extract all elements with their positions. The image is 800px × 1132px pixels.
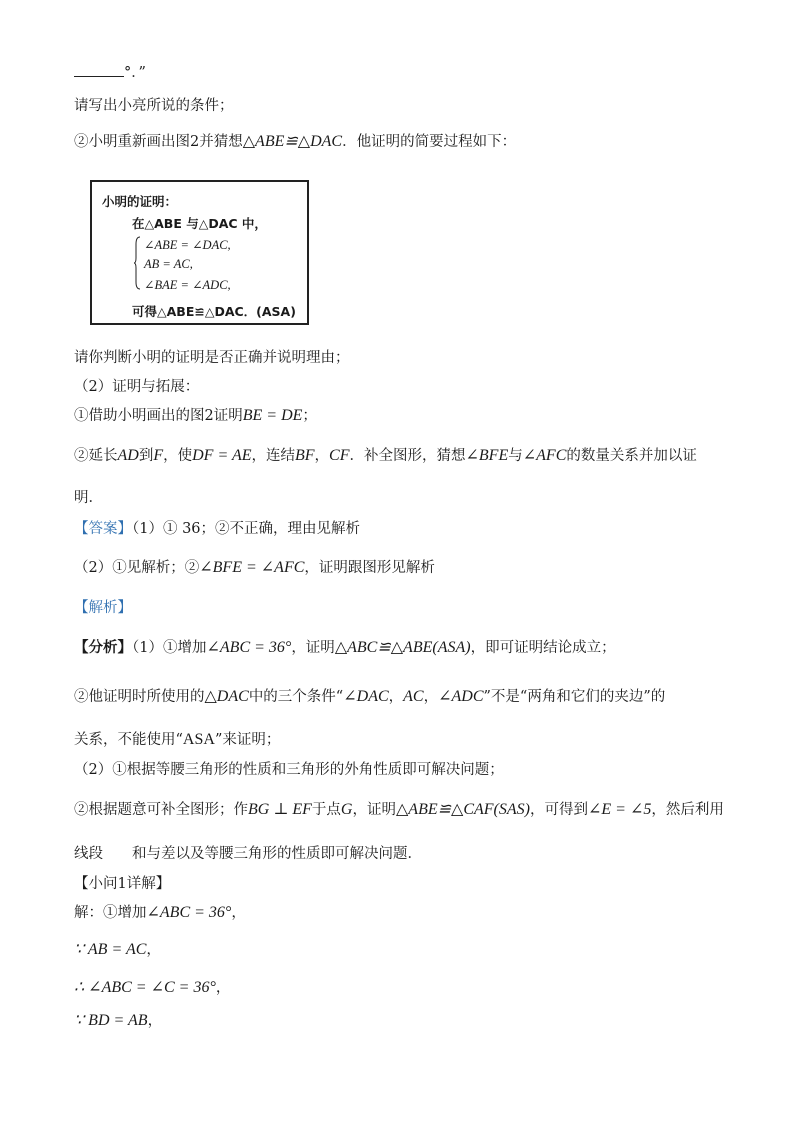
analysis-line [74,638,616,658]
question-line [74,377,199,397]
solution-line [74,940,161,960]
math-expr: AD [117,447,139,464]
math-expr: ∵ BD = AB [74,1012,148,1029]
blank-line [74,62,146,83]
text: ．他证明的简要过程如下： [342,134,517,150]
text: ，证明跟图形见解析 [304,560,435,576]
math-expr: △DAC [204,688,249,705]
text: 关系，不能使用“ [74,732,183,748]
math-expr: BE = DE [242,407,303,424]
math-expr: ∠AFC [522,447,567,464]
solution-line [74,978,230,998]
text: 中的三个条件“ [248,689,344,705]
math-expr: △ABE≌△DAC [242,133,343,150]
math-expr: BF [295,447,315,464]
text: 解：①增加 [74,905,147,921]
proof-title: 小明的证明： [102,194,178,209]
solution-line [74,1011,162,1031]
text: ， [215,980,231,996]
text: ，可得到 [529,802,588,818]
proof-condition-1: ∠ABE = ∠DAC, [144,238,231,252]
solution-line [74,903,246,923]
analysis-line [74,844,422,864]
text: 于点 [311,802,341,818]
math-expr: ∠DAC [343,688,389,705]
text: ， [314,448,330,464]
text: 请写出小亮所说的条件； [74,98,234,114]
text: ， [423,689,439,705]
text: 的数量关系并加以证 [566,448,697,464]
analysis-line [74,760,504,780]
text: （1）① 36；②不正确，理由见解析 [132,521,361,537]
math-expr: F [153,447,164,464]
question-line [74,446,697,466]
math-expr: ∴ ∠ABC = ∠C = 36° [74,979,216,996]
brace-icon [134,236,140,290]
math-expr: ASA [182,731,215,748]
math-expr: ∵ AB = AC [74,941,147,958]
math-expr: ∠E = ∠5 [587,801,652,818]
text: ，使 [163,448,193,464]
text: 到 [138,448,154,464]
text: 明． [74,490,103,506]
subquestion-heading [74,874,170,894]
proof-box [90,180,309,325]
question-line [74,96,234,116]
text: 线段 和与差以及等腰三角形的性质即可解决问题． [74,846,422,862]
text: 与 [508,448,523,464]
text: ①借助小明画出的图2证明 [74,408,243,424]
answer-line [74,519,360,539]
math-expr: ∠ADC [438,688,484,705]
analysis-sub-tag: 【分析】 [74,639,132,656]
analysis-tag: 【解析】 [74,600,132,616]
proof-condition-2: AB = AC, [144,257,193,271]
analysis-line [74,730,280,750]
text: ②根据题意可补全图形；作 [74,802,248,818]
text: ②小明重新画出图2并猜想 [74,134,243,150]
math-expr: BG ⊥ EF [248,801,312,818]
text: ， [231,905,246,921]
math-expr: ∠ABC = 36° [206,639,292,656]
text: （1）①增加 [132,640,207,656]
proof-conclusion: 可得△ABE≌△DAC．(ASA) [132,304,296,319]
math-expr: ∠BFE [465,447,509,464]
analysis-line [74,800,724,820]
question-line [74,406,317,426]
question-line [74,488,103,508]
question-line [74,348,350,368]
answer-tag: 【答案】 [74,521,132,537]
math-expr: AC [403,688,424,705]
text: ．补全图形，猜想 [349,448,466,464]
text: ； [302,408,317,424]
math-expr: CF [329,447,350,464]
math-expr: △ABC≌△ABE(ASA) [334,639,471,656]
question-line [74,132,516,152]
analysis-heading [74,598,132,618]
text: ”来证明； [214,732,281,748]
text: 请你判断小明的证明是否正确并说明理由； [74,350,350,366]
text: ， [147,1013,163,1029]
text: （2）证明与拓展： [74,379,200,395]
text: （2）①见解析；② [74,560,200,576]
proof-condition-3: ∠BAE = ∠ADC, [144,278,231,292]
text: （2）①根据等腰三角形的性质和三角形的外角性质即可解决问题； [74,762,504,778]
text: ②延长 [74,448,118,464]
text: ，证明 [352,802,396,818]
math-expr: ∠BFE = ∠AFC [199,559,305,576]
math-expr: G [340,801,353,818]
text: ， [388,689,404,705]
math-expr: ∠ABC = 36° [146,904,232,921]
text: ②他证明时所使用的 [74,689,205,705]
text: °．” [124,65,146,81]
answer-line [74,558,435,578]
math-expr: △ABE≌△CAF(SAS) [395,801,530,818]
text: ，即可证明结论成立； [470,640,616,656]
proof-intro: 在△ABE 与△DAC 中， [132,216,267,231]
text: ，然后利用 [651,802,724,818]
text: 【小问1详解】 [74,876,171,892]
text: ，连结 [251,448,295,464]
text: ”不是“两角和它们的夹边”的 [483,689,666,705]
text: ，证明 [291,640,335,656]
analysis-line [74,687,665,707]
math-expr: DF = AE [192,447,252,464]
text: ， [146,942,161,958]
fill-blank [74,62,124,77]
